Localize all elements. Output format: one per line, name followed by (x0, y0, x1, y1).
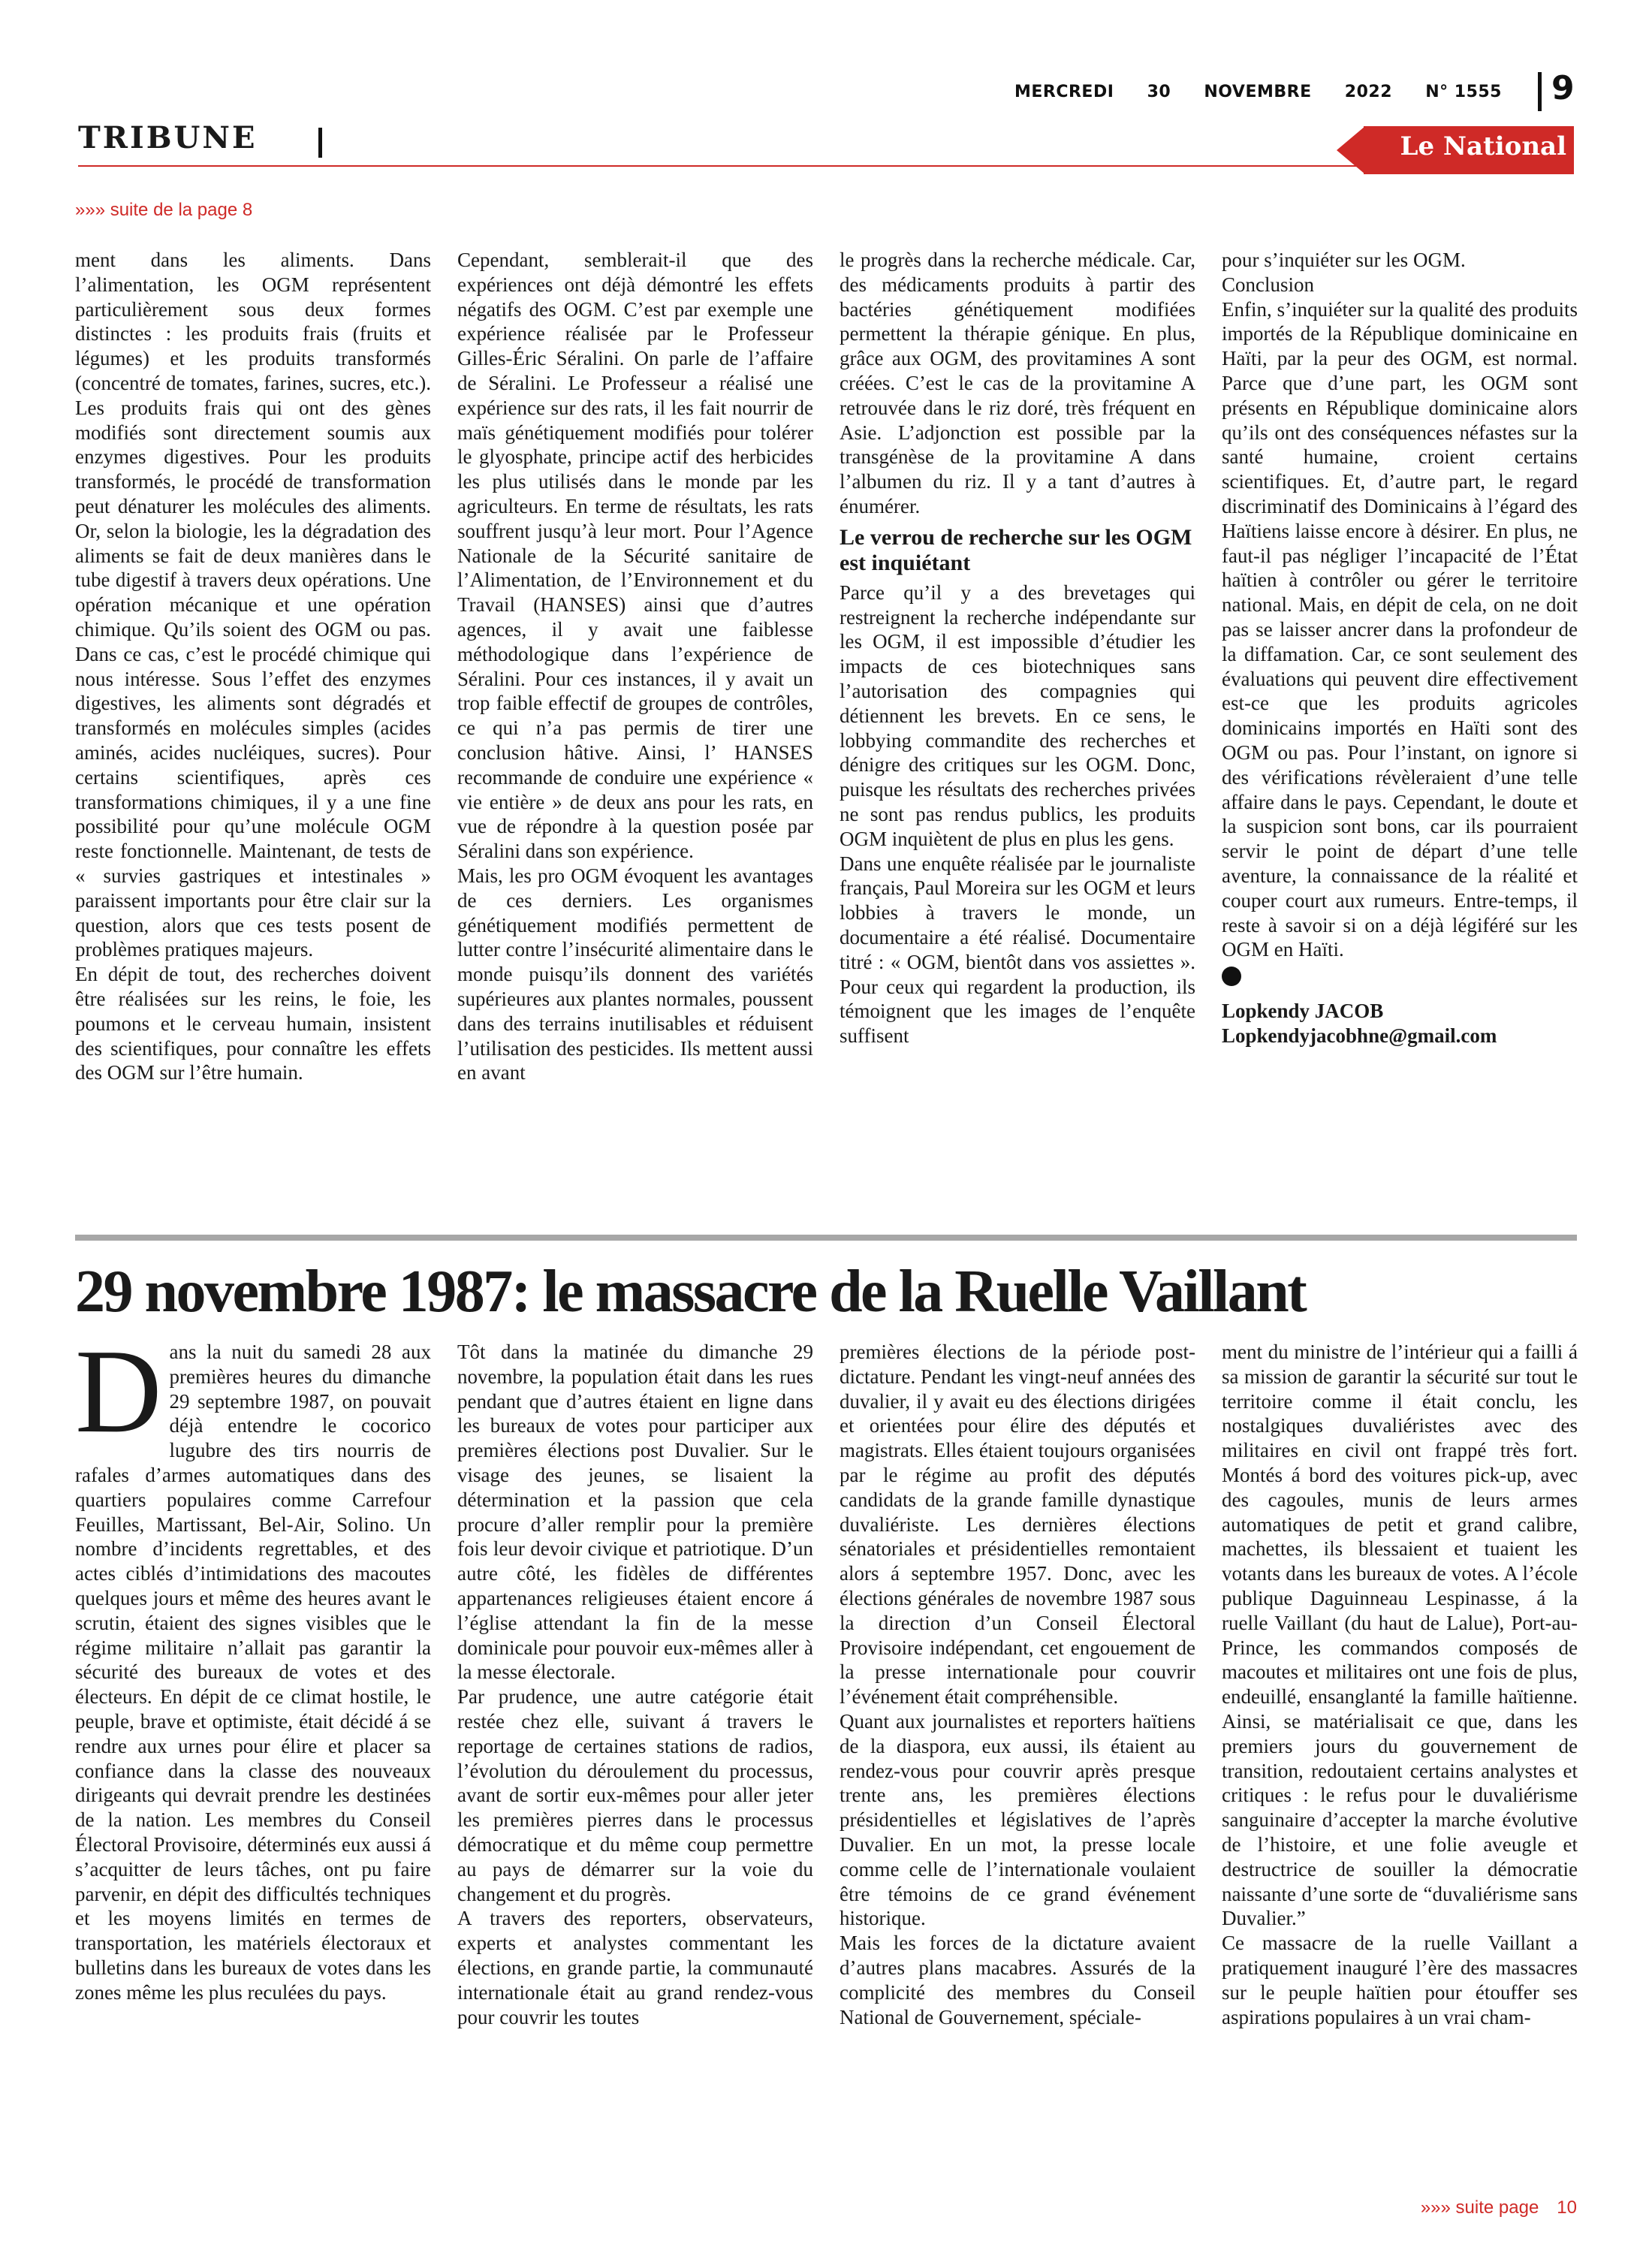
section-divider (318, 128, 322, 158)
article2-headline: 29 novembre 1987: le massacre de la Ruelle Vaillant (75, 1259, 1306, 1325)
paragraph: Dans une enquête réalisée par le journaliste français, Paul Moreira sur les OGM et leurs lobbies à travers le monde, un documentaire a été réalisé. Documentaire titré : « OGM, bientôt dans vos assiettes ». Pour ceux qui regardent la production, ils témoignent que les images de l’enquête suffisent (840, 852, 1195, 1048)
issue-day: MERCREDI (1014, 83, 1114, 101)
article1-column-2 (457, 248, 813, 1085)
paragraph: ment du ministre de l’intérieur qui a failli á sa mission de garantir la sécurité sur tout le territoire comme il était conclu, les nostalgiques duvaliéristes avec des militaires en civil ont frappé très fort. Montés á bord des voitures pick-up, avec des cagoules, munis de leurs armes automatiques de petit et grand calibre, machettes, ils blessaient et tuaient les votants dans les bureaux de votes. A l’école publique Daguinneau Lespinasse, á la ruelle Vaillant (du haut de Lalue), Port-au-Prince, les commandos composés de macoutes et militaires ont une fois de plus, endeuillé, ensanglanté la famille haïtienne. Ainsi, se matérialisait ce que, dans les premiers jours du gouvernement de transition, redoutaient certains analystes et critiques : le refus pour le duvaliérisme sanguinaire d’accepter la marche évolutive de l’histoire, et une folie aveugle et destructrice de souiller la démocratie naissante d’une sorte de “duvaliérisme sans Duvalier.” (1222, 1341, 1578, 1930)
issue-month: NOVEMBRE (1204, 83, 1312, 101)
issue-info (987, 83, 1502, 101)
article2-column-1 (75, 1324, 431, 2005)
paragraph: Mais les forces de la dictature avaient d’autres plans macabres. Assurés de la complicité des membres du Conseil National de Gouvernement, spéciale- (840, 1932, 1195, 2028)
article1-column-3 (840, 248, 1195, 1048)
paragraph: Dans la nuit du samedi 28 aux premières heures du dimanche 29 septembre 1987, on pouvait déjà entendre le cocorico lugubre des tirs nourris de rafales d’armes automatiques dans des quartiers populaires comme Carrefour Feuilles, Martissant, Bel-Air, Solino. Un nombre d’incidents regrettables, et des actes ciblés d’intimidations des macoutes quelques jours et même des heures avant le scrutin, étaient des signes visibles que le régime militaire n’allait pas garantir la sécurité des bureaux de votes et des électeurs. En dépit de ce climat hostile, le peuple, brave et optimiste, était décidé á se rendre aux urnes pour élire et placer sa confiance dans la classe des nouveaux dirigeants qui devrait prendre les destinées de la nation. Les membres du Conseil Électoral Provisoire, déterminés eux aussi á s’acquitter de leurs tâches, ont pu faire parvenir, en dépit des difficultés techniques et les moyens limités en termes de transportation, les matériels électoraux et bulletins dans les bureaux de votes dans les zones même les plus reculées du pays. (75, 1324, 431, 2004)
paragraph: Ce massacre de la ruelle Vaillant a pratiquement inauguré l’ère des massacres sur le peuple haïtien pour étouffer ses aspirations populaires à un vrai cham- (1222, 1932, 1578, 2028)
article1-column-4 (1222, 248, 1578, 1048)
author-name: Lopkendy JACOB (1222, 999, 1384, 1022)
paragraph: le progrès dans la recherche médicale. Car, des médicaments produits à partir des bactéries génétiquement modifiées permettent la thérapie génique. En plus, grâce aux OGM, des provitamines A sont créées. C’est le cas de la provitamine A retrouvée dans le riz doré, très fréquent en Asie. L’adjonction est possible par la transgénèse de la provitamine A dans l’albumen du riz. Il y a tant d’autres à énumérer. (840, 249, 1195, 517)
drop-cap: D (75, 1324, 162, 1458)
continued-from-link[interactable]: »»» suite de la page 8 (75, 200, 253, 220)
article2-column-2 (457, 1340, 813, 2029)
issue-number: N° 1555 (1425, 83, 1502, 101)
header-rule (78, 165, 1434, 167)
paragraph: En dépit de tout, des recherches doivent être réalisées sur les reins, le foie, les poumons et le cerveau humain, insistent des scientifiques, pour connaître les effets des OGM sur l’être humain. (75, 963, 431, 1084)
paragraph: Cependant, semblerait-il que des expériences ont déjà démontré les effets négatifs des OGM. C’est par exemple une expérience réalisée par le Professeur Gilles-Éric Séralini. On parle de l’affaire de Séralini. Le Professeur a réalisé une expérience sur des rats, il les fait nourrir de maïs génétiquement modifiés pour tolérer le glyosphate, principe actif des herbicides les plus utilisés dans le monde par les agriculteurs. En terme de résultats, les rats souffrent jusqu’à leur mort. Pour l’Agence Nationale de la Sécurité sanitaire de l’Alimentation, de l’Environnement et du Travail (HANSES) ainsi que d’autres agences, il y avait une faiblesse méthodologique dans l’expérience de Séralini. Pour ces instances, il y avait un trop faible effectif de groupes de contrôles, ce qui n’a pas permis de tirer une conclusion hâtive. Ainsi, l’ HANSES recommande de conduire une expérience « vie entière » de deux ans pour les rats, en vue de répondre à la question posée par Séralini dans son expérience. (457, 249, 813, 863)
end-mark-icon (1222, 962, 1578, 987)
paragraph: Enfin, s’inquiéter sur la qualité des produits importés de la République dominicaine en Haïti, par la peur des OGM, est normal. Parce que d’une part, les OGM sont présents en République dominicaine alors qu’ils ont des conséquences néfastes sur la santé humaine, croient certains scientifiques. Et, d’autre part, le regard discriminatif des Dominicains à l’égard des Haïtiens laisse encore à désirer. En plus, ne faut-il pas négliger l’incapacité de l’État haïtien à contrôler ou gérer le territoire national. Mais, en dépit de cela, on ne doit pas se laisser ancrer dans la profondeur de la diffamation. Car, ce sont seulement des évaluations qui peuvent dire effectivement est-ce que les produits agricoles dominicains importés en Haïti sont des OGM ou pas. Pour l’instant, on ignore si des vérifications révèleraient d’une telle affaire dans le pays. Cependant, le doute et la suspicion sont bons, car ils pourraient servir le point de départ d’une telle aventure, la connaissance de la réalité et couper court aux rumeurs. Entre-temps, il reste à savoir si on a déjà légiféré sur les OGM en Haïti. (1222, 297, 1578, 961)
paragraph: Parce qu’il y a des brevetages qui restreignent la recherche indépendante sur les OGM, il est impossible d’étudier les impacts de ces biotechniques sans l’autorisation des compagnies qui détiennent les brevets. En ce sens, le lobbying commandite des recherches et dénigre des critiques sur les OGM. Donc, puisque les résultats des recherches privées ne sont pas rendus publics, les produits OGM inquiètent de plus en plus les gens. (840, 581, 1195, 850)
article-separator (75, 1235, 1577, 1241)
paragraph: ment dans les aliments. Dans l’alimentation, les OGM représentent particulièrement sous deux formes distinctes : les produits frais (fruits et légumes) et les produits transformés (concentré de tomates, farines, sucres, etc.). Les produits frais qui ont des gènes modifiés sont directement soumis aux enzymes digestives. Pour les produits transformés, le procédé de transformation peut dénaturer les molécules des aliments. Or, selon la biologie, les la dégradation des aliments se fait de deux manières dans le tube digestif à travers deux opérations. Une opération mécanique et une opération chimique. Qu’ils soient des OGM ou pas. Dans ce cas, c’est le procédé chimique qui nous intéresse. Sous l’effet des enzymes digestives, les aliments sont dégradés et transformés en molécules simples (acides aminés, acides nucléiques, sucres). Pour certains scientifiques, après ces transformations chimiques, il y a une fine possibilité pour qu’une molécule OGM reste fonctionnelle. Maintenant, de tests de « survies gastriques et intestinales » paraissent importants pour être clair sur la question, alors que ces tests posent de problèmes pratiques majeurs. (75, 249, 431, 961)
issue-year: 2022 (1344, 83, 1393, 101)
brand-name: Le National (1400, 131, 1566, 161)
page-number-divider (1538, 72, 1542, 111)
section-title: TRIBUNE (78, 120, 258, 155)
continued-on-link[interactable] (1421, 2197, 1577, 2218)
article2-column-4 (1222, 1340, 1578, 2029)
paragraph: Quant aux journalistes et reporters haïtiens de la diaspora, eux aussi, ils étaient au rendez-vous pour couvrir après presque trente ans, les premières élections présidentielles et législatives de l’après Duvalier. En un mot, la presse locale comme celle de l’internationale voulaient être témoins de ce grand événement historique. (840, 1709, 1195, 1930)
article2-column-3 (840, 1340, 1195, 2029)
paragraph: Tôt dans la matinée du dimanche 29 novembre, la population était dans les rues pendant que d’autres étaient en ligne dans les bureaux de votes pour participer aux premières élections post Duvalier. Sur le visage des jeunes, se lisaient la détermination et la passion que cela procure d’aller remplir pour la première fois leur devoir civique et patriotique. D’un autre côté, les fidèles de différentes appartenances religieuses étaient encore á l’église attendant la fin de la messe dominicale pour pouvoir eux-mêmes aller à la messe électorale. (457, 1341, 813, 1684)
article1-column-1 (75, 248, 431, 1085)
paragraph: premières élections de la période post-dictature. Pendant les vingt-neuf années des duvalier, il y avait eu des élections dirigées et orientées pour élire des députés et magistrats. Elles étaient toujours organisées par le régime au profit des députés candidats de la grande famille dynastique duvaliériste. Les dernières élections sénatoriales et présidentielles remontaient alors á septembre 1957. Donc, avec les élections générales de novembre 1987 sous la direction d’un Conseil Électoral Provisoire indépendant, cet engouement de la presse internationale pour couvrir l’événement était compréhensible. (840, 1341, 1195, 1709)
continued-label: »»» suite page (1420, 2197, 1539, 2218)
paragraph: Conclusion (1222, 273, 1315, 296)
paragraph: pour s’inquiéter sur les OGM. (1222, 249, 1466, 271)
page-number: 9 (1551, 69, 1575, 107)
paragraph: Par prudence, une autre catégorie était restée chez elle, suivant á travers le reportage de certaines stations de radios, l’évolution du déroulement du processus, avant de sortir eux-mêmes pour aller jeter les premières pierres dans le processus démocratique et du même coup permettre au pays de démarrer sur la voie du changement et du progrès. (457, 1685, 813, 1905)
author-email[interactable]: Lopkendyjacobhne@gmail.com (1222, 1024, 1497, 1047)
paragraph: Mais, les pro OGM évoquent les avantages de ces derniers. Les organismes génétiquement modifiés permettent de lutter contre l’insécurité alimentaire dans le monde puisqu’ils donnent des variétés supérieures aux plantes normales, poussent dans des terrains inutilisables et réduisent l’utilisation des pesticides. Ils mettent aussi en avant (457, 864, 813, 1084)
paragraph: A travers des reporters, observateurs, experts et analystes commentant les élections, en grande partie, la communauté internationale était au grand rendez-vous pour couvrir les toutes (457, 1907, 813, 2028)
subheading: Le verrou de recherche sur les OGM est inquiétant (840, 524, 1192, 575)
issue-date: 30 (1147, 83, 1171, 101)
brand-tab-notch (1337, 126, 1365, 174)
continued-page: 10 (1557, 2197, 1577, 2218)
